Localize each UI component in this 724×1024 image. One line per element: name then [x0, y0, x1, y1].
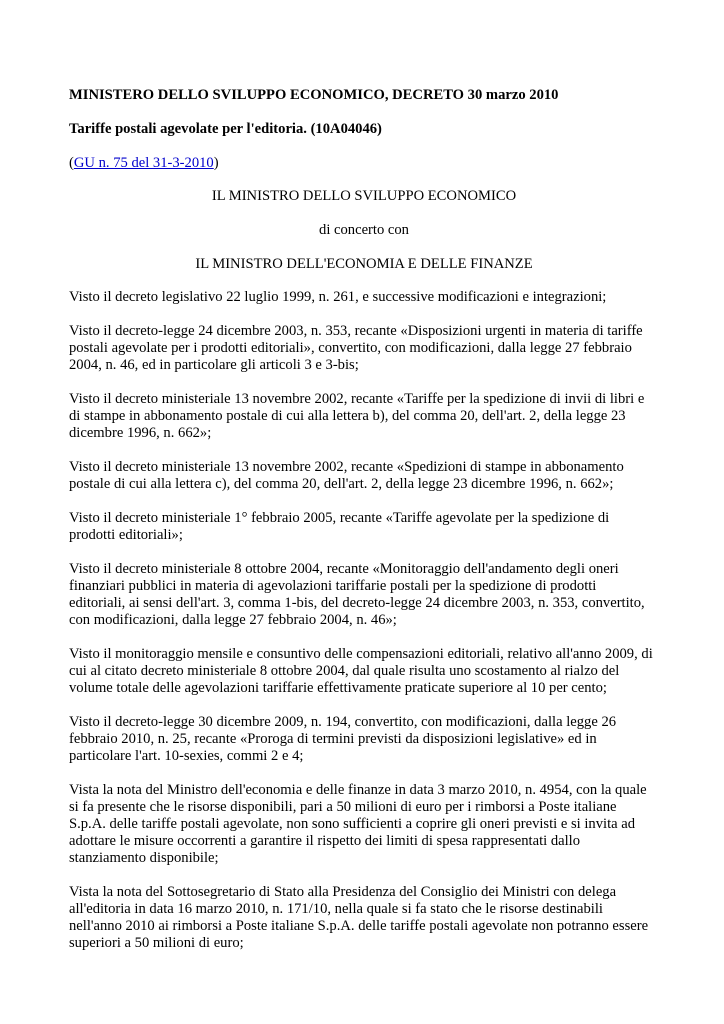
recital-paragraph	[69, 646, 659, 697]
text-line: di stampe in abbonamento postale di cui alla lettera b), del comma 20, dell'art. 2, della legge 23	[69, 408, 626, 424]
minister2-heading: IL MINISTRO DELL'ECONOMIA E DELLE FINANZE	[195, 256, 533, 272]
text-line: postali agevolate per i prodotti editoriali», convertito, con modificazioni, dalla legge 27 febbraio	[69, 340, 632, 356]
minister-heading: IL MINISTRO DELLO SVILUPPO ECONOMICO	[211, 188, 517, 204]
decree-subtitle: Tariffe postali agevolate per l'editoria. (10A04046)	[69, 121, 382, 137]
recital-paragraph	[69, 459, 659, 493]
text-line: Vista la nota del Sottosegretario di Stato alla Presidenza del Consiglio dei Ministri con delega	[69, 884, 617, 900]
recital-paragraph	[69, 561, 659, 629]
text-line: Visto il decreto ministeriale 1° febbraio 2005, recante «Tariffe agevolate per la spedizione di	[69, 510, 610, 526]
text-line: Visto il decreto-legge 24 dicembre 2003, n. 353, recante «Disposizioni urgenti in materia di tariffe	[69, 323, 643, 339]
recital-paragraph	[69, 289, 659, 306]
text-line: S.p.A. delle tariffe postali agevolate, non sono sufficienti a coprire gli oneri previsti e si invita ad	[69, 816, 636, 832]
text-line: 2004, n. 46, ed in particolare gli articoli 3 e 3-bis;	[69, 357, 359, 373]
recital-paragraph	[69, 884, 659, 952]
text-line: particolare l'art. 10-sexies, commi 2 e 4;	[69, 748, 304, 764]
recital-paragraph	[69, 782, 659, 867]
text-line: stanziamento disponibile;	[69, 850, 219, 866]
gazette-reference: (GU n. 75 del 31-3-2010)	[69, 155, 219, 171]
text-line: finanziari pubblici in materia di agevolazioni tariffarie postali per la spedizione di prodotti	[69, 578, 597, 594]
text-line: postale di cui alla lettera c), del comma 20, dell'art. 2, della legge 23 dicembre 1996, n. 662»;	[69, 476, 614, 492]
text-line: cui al citato decreto ministeriale 8 ottobre 2004, dal quale risulta uno scostamento al rialzo del	[69, 663, 620, 679]
concert-line: di concerto con	[319, 222, 409, 238]
text-line: si fa presente che le risorse disponibili, pari a 50 milioni di euro per i rimborsi a Poste italiane	[69, 799, 617, 815]
text-line: Visto il decreto-legge 30 dicembre 2009, n. 194, convertito, con modificazioni, dalla legge 26	[69, 714, 617, 730]
decree-title: MINISTERO DELLO SVILUPPO ECONOMICO, DECRETO 30 marzo 2010	[69, 87, 559, 103]
recital-paragraph	[69, 510, 659, 544]
text-line: prodotti editoriali»;	[69, 527, 183, 543]
text-line: Visto il decreto ministeriale 13 novembre 2002, recante «Tariffe per la spedizione di invii di libri e	[69, 391, 645, 407]
text-line: Visto il decreto legislativo 22 luglio 1999, n. 261, e successive modificazioni e integrazioni;	[69, 289, 607, 305]
gazette-link[interactable]: GU n. 75 del 31-3-2010	[73, 155, 214, 171]
text-line: editoriali, ai sensi dell'art. 3, comma 1-bis, del decreto-legge 24 dicembre 2003, n. 353, convertito,	[69, 595, 645, 611]
text-line: superiori a 50 milioni di euro;	[69, 935, 244, 951]
text-line: volume totale delle agevolazioni tariffarie effettivamente praticate superiore al 10 per cento;	[69, 680, 607, 696]
text-line: febbraio 2010, n. 25, recante «Proroga di termini previsti da disposizioni legislative» ed in	[69, 731, 597, 747]
text-line: nell'anno 2010 ai rimborsi a Poste italiane S.p.A. delle tariffe postali agevolate non potranno essere	[69, 918, 649, 934]
text-line: Visto il monitoraggio mensile e consuntivo delle compensazioni editoriali, relativo all'anno 2009, di	[69, 646, 653, 662]
text-line: Vista la nota del Ministro dell'economia e delle finanze in data 3 marzo 2010, n. 4954, con la quale	[69, 782, 647, 798]
text-line: adottare le misure occorrenti a garantire il rispetto dei limiti di spesa rappresentati dallo	[69, 833, 581, 849]
text-line: Visto il decreto ministeriale 8 ottobre 2004, recante «Monitoraggio dell'andamento degli oneri	[69, 561, 619, 577]
recital-paragraph	[69, 323, 659, 374]
text-line: Visto il decreto ministeriale 13 novembre 2002, recante «Spedizioni di stampe in abbonamento	[69, 459, 624, 475]
recital-paragraph	[69, 391, 659, 442]
text-line: dicembre 1996, n. 662»;	[69, 425, 212, 441]
recital-paragraph	[69, 714, 659, 765]
text-line: con modificazioni, dalla legge 27 febbraio 2004, n. 46»;	[69, 612, 397, 628]
text-line: all'editoria in data 16 marzo 2010, n. 171/10, nella quale si fa stato che le risorse destinabili	[69, 901, 603, 917]
